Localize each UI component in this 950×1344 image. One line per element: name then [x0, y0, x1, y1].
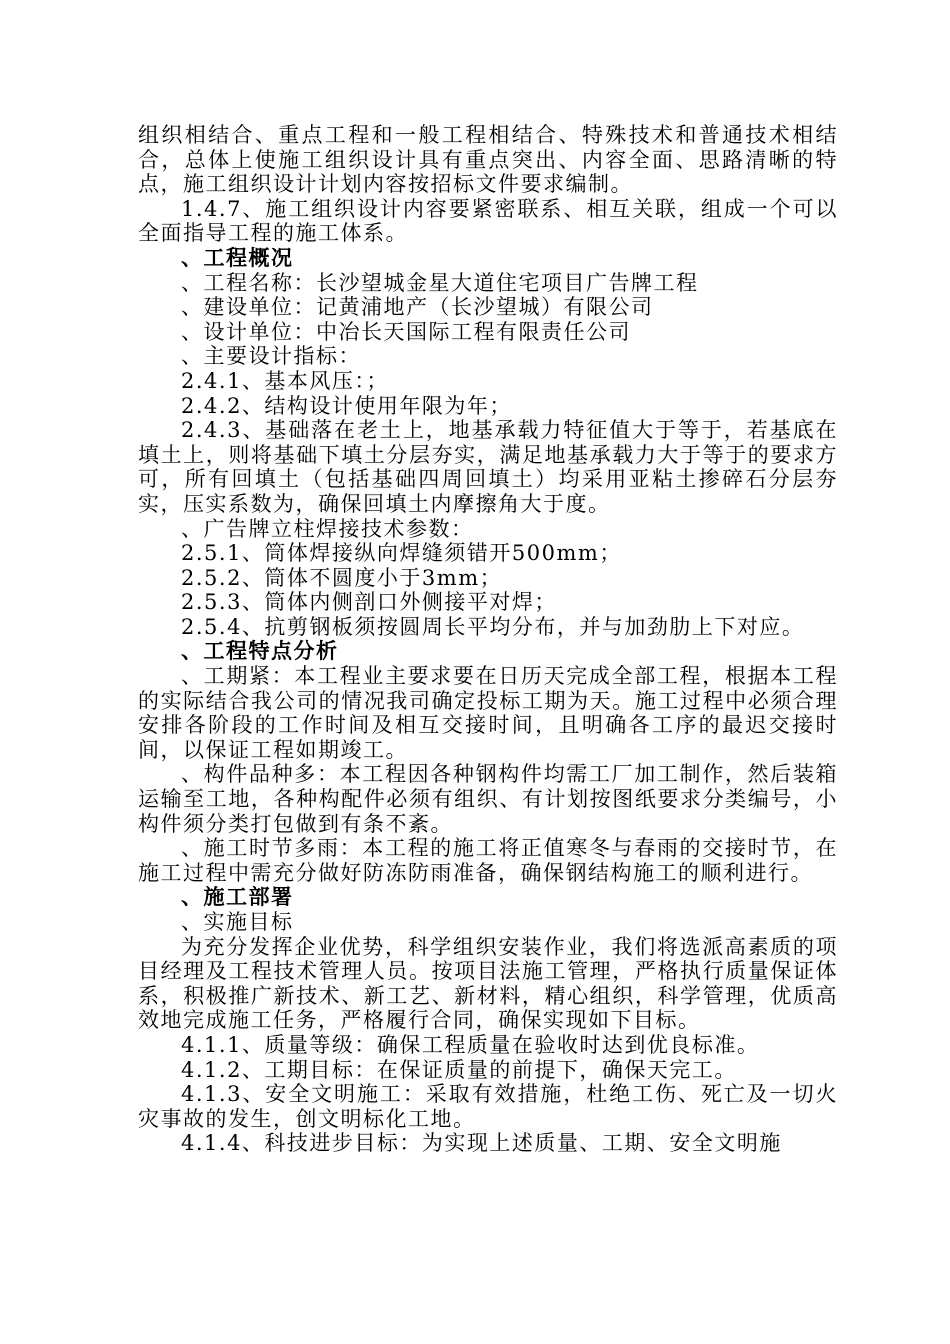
- paragraph: 、施工时节多雨：本工程的施工将正值寒冬与春雨的交接时节，在施工过程中需充分做好防冻防雨准备，确保钢结构施工的顺利进行。: [138, 836, 838, 885]
- section-heading: 、施工部署: [181, 885, 294, 910]
- paragraph: 、构件品种多：本工程因各种钢构件均需工厂加工制作，然后装箱运输至工地，各种构配件必须有组织、有计划按图纸要求分类编号，小构件须分类打包做到有条不紊。: [138, 762, 838, 836]
- paragraph: 、工期紧：本工程业主要求要在日历天完成全部工程，根据本工程的实际结合我公司的情况我司确定投标工期为天。施工过程中必须合理安排各阶段的工作时间及相互交接时间，且明确各工序的最迟交接时间，以保证工程如期竣工。: [138, 664, 838, 762]
- paragraph: 、实施目标: [181, 910, 294, 934]
- paragraph: 2.5.3、筒体内侧剖口外侧接平对焊；: [181, 590, 557, 615]
- paragraph: 1.4.7、施工组织设计内容要紧密联系、相互关联，组成一个可以全面指导工程的施工体系。: [138, 196, 838, 246]
- paragraph: 、建设单位：记黄浦地产（长沙望城）有限公司: [181, 295, 654, 320]
- paragraph: 、工程名称：长沙望城金星大道住宅项目广告牌工程: [181, 270, 699, 295]
- paragraph: 组织相结合、重点工程和一般工程相结合、特殊技术和普通技术相结合，总体上使施工组织设计具有重点突出、内容全面、思路清晰的特点，施工组织设计计划内容按招标文件要求编制。: [138, 123, 838, 197]
- paragraph: 2.5.2、筒体不圆度小于3mm；: [181, 565, 503, 590]
- paragraph: 2.4.3、基础落在老土上，地基承载力特征值大于等于，若基底在填土上，则将基础下填土分层夯实，满足地基承载力大于等于的要求方可，所有回填土（包括基础四周回填土）均采用亚粘土掺碎石分层夯实，压实系数为，确保回填土内摩擦角大于度。: [138, 418, 838, 516]
- paragraph: 、设计单位：中冶长天国际工程有限责任公司: [181, 319, 631, 344]
- paragraph: 2.5.1、筒体焊接纵向焊缝须错开500mm；: [181, 541, 622, 566]
- paragraph: 4.1.3、安全文明施工：采取有效措施，杜绝工伤、死亡及一切火灾事故的发生，创文明标化工地。: [138, 1082, 838, 1131]
- section-heading: 、工程概况: [181, 245, 294, 270]
- paragraph: 为充分发挥企业优势，科学组织安装作业，我们将选派高素质的项目经理及工程技术管理人员。按项目法施工管理，严格执行质量保证体系，积极推广新技术、新工艺、新材料，精心组织，科学管理，优质高效地完成施工任务，严格履行合同，确保实现如下目标。: [138, 934, 838, 1033]
- paragraph: 、广告牌立柱焊接技术参数：: [181, 516, 474, 541]
- paragraph: 2.5.4、抗剪钢板须按圆周长平均分布，并与加劲肋上下对应。: [181, 614, 805, 639]
- paragraph: 、主要设计指标：: [181, 344, 361, 369]
- paragraph: 4.1.4、科技进步目标：为实现上述质量、工期、安全文明施: [181, 1131, 782, 1156]
- paragraph: 2.4.1、基本风压：；: [181, 368, 389, 393]
- section-heading: 、工程特点分析: [181, 639, 339, 664]
- paragraph: 2.4.2、结构设计使用年限为年；: [181, 393, 512, 418]
- paragraph: 4.1.2、工期目标：在保证质量的前提下，确保天完工。: [181, 1057, 737, 1082]
- document-body: [138, 123, 838, 1156]
- paragraph: 4.1.1、质量等级：确保工程质量在验收时达到优良标准。: [181, 1032, 760, 1057]
